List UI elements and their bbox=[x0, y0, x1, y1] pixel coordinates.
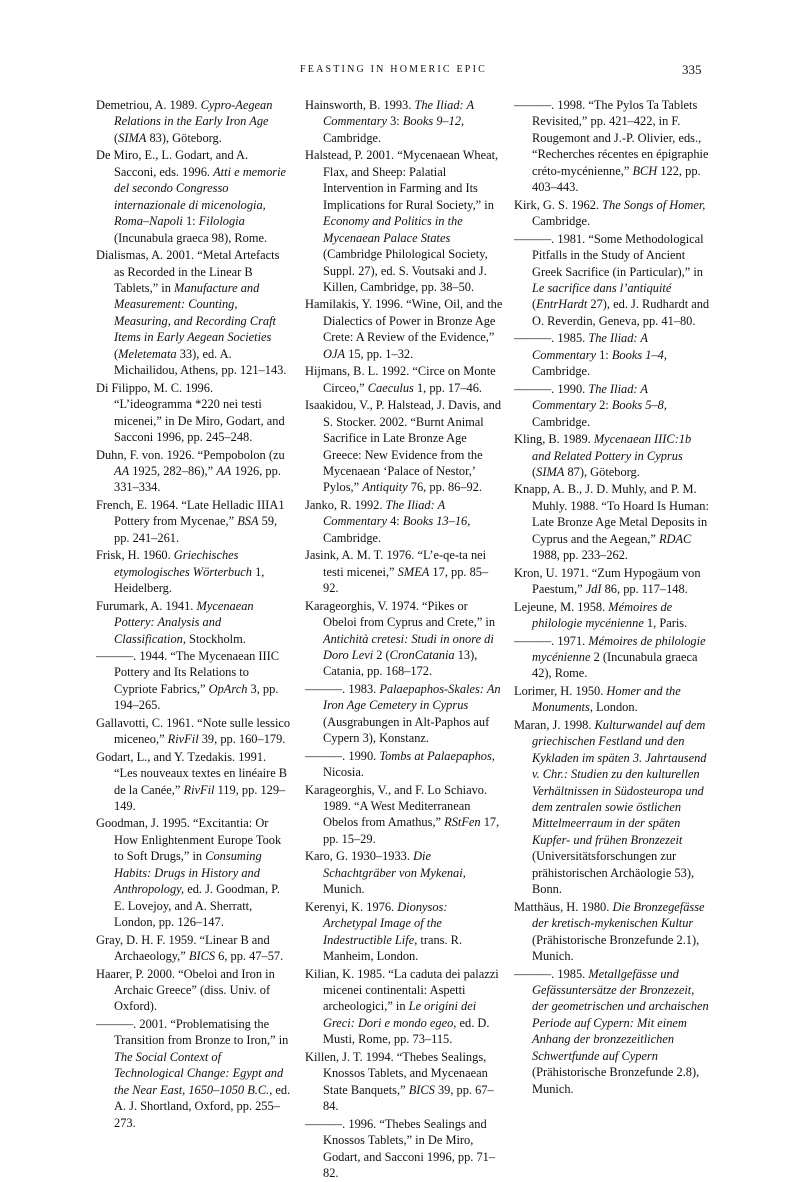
entry-text: Lejeune, M. 1958. bbox=[514, 599, 609, 614]
entry-title-italic: OJA bbox=[323, 346, 346, 361]
bibliography-entry bbox=[305, 598, 503, 680]
entry-text: Hamilakis, Y. 1996. “Wine, Oil, and the Dialectics of Power in Bronze Age Crete: A Review of the Evidence,” bbox=[305, 297, 503, 345]
entry-text: ———. 1944. “The Mycenaean IIIC Pottery and Its Relations to Cypriote Fabrics,” bbox=[96, 648, 280, 696]
entry-title-italic: Palaepaphos-Skales: An Iron Age Cemetery in Cyprus bbox=[323, 681, 501, 713]
entry-text: Halstead, P. 2001. “Mycenaean Wheat, Flax, and Sheep: Palatial Intervention in Farming and Its Implications for Rural Society,” in bbox=[305, 148, 499, 212]
bibliography-entry bbox=[96, 497, 292, 546]
entry-title-italic: Manufacture and Measurement: Counting, Measuring, and Recording Craft Items in Early Aegean Societies bbox=[114, 280, 276, 345]
entry-text: Kling, B. 1989. bbox=[514, 432, 594, 447]
entry-title-italic: OpArch bbox=[208, 681, 248, 696]
entry-title-italic: Books 9–12, bbox=[402, 114, 465, 129]
entry-title-italic: RStFen bbox=[444, 815, 481, 830]
entry-text: 119, pp. 129–149. bbox=[114, 782, 286, 814]
entry-text: (Prähistorische Bronzefunde 2.8), Munich. bbox=[532, 1065, 700, 1096]
entry-text: Demetriou, A. 1989. bbox=[96, 98, 201, 112]
bibliography-entry bbox=[514, 381, 712, 430]
entry-title-italic: Books 13–16, bbox=[402, 514, 471, 529]
entry-title-italic: AA bbox=[114, 463, 130, 478]
entry-text: ( bbox=[532, 297, 537, 312]
bibliography-entry bbox=[305, 1049, 503, 1115]
entry-text: 1: bbox=[182, 214, 199, 229]
entry-text: 2: bbox=[596, 398, 612, 413]
entry-text: 2 ( bbox=[373, 647, 390, 662]
entry-text: ———. 1998. “The Pylos Ta Tablets Revisited,” pp. 421–422, in F. Rougemont and J.-P. Olivier, eds., “Recherches récentes en épigraphie créto-mycénienne,” bbox=[514, 98, 709, 178]
bibliography-entry bbox=[305, 966, 503, 1048]
entry-title-italic: Antichità cretesi: Studi in onore di Doro Levi bbox=[323, 631, 494, 662]
entry-text: 122, pp. 403–443. bbox=[532, 163, 701, 195]
entry-text: 3: bbox=[387, 114, 403, 129]
entry-text: Goodman, J. 1995. “Excitantia: Or How Enlightenment Europe Took to Soft Drugs,” in bbox=[96, 816, 282, 864]
bibliography-entry bbox=[96, 97, 292, 146]
entry-text: Duhn, F. von. 1926. “Pempobolon (zu bbox=[96, 447, 285, 462]
entry-text: Killen, J. T. 1994. “Thebes Sealings, Knossos Tablets, and Mycenaean State Banquets,” bbox=[305, 1049, 488, 1097]
entry-title-italic: Dionysos: Archetypal Image of the Indestructible Life, bbox=[323, 899, 448, 947]
bibliography-entry bbox=[96, 380, 292, 446]
entry-text: Di Filippo, M. C. 1996. “L’ideogramma *220 nei testi micenei,” in De Miro, Godart, and Sacconi 1996, pp. 245–248. bbox=[96, 380, 285, 445]
entry-title-italic: The Social Context of Technological Change: Egypt and the Near East, 1650–1050 B.C., bbox=[114, 1049, 284, 1097]
entry-text: Jasink, A. M. T. 1976. “L’e-qe-ta nei testi micenei,” bbox=[305, 548, 487, 579]
entry-title-italic: BCH bbox=[632, 163, 658, 178]
bibliography-entry bbox=[514, 197, 712, 230]
entry-text: (Ausgrabungen in Alt-Paphos auf Cypern 3), Konstanz. bbox=[323, 714, 490, 746]
entry-text: Kirk, G. S. 1962. bbox=[514, 197, 603, 212]
entry-text: Haarer, P. 2000. “Obeloi and Iron in Archaic Greece” (diss. Univ. of Oxford). bbox=[96, 966, 275, 1014]
entry-text: Stockholm. bbox=[185, 631, 246, 646]
bibliography-entry bbox=[305, 397, 503, 496]
bibliography-entry bbox=[96, 247, 292, 379]
entry-title-italic: JdI bbox=[585, 582, 602, 597]
entry-text: ———. 1983. bbox=[305, 681, 380, 696]
entry-text: ———. 1985. bbox=[514, 966, 589, 981]
bibliography-entry bbox=[514, 599, 712, 632]
entry-title-italic: The Songs of Homer, bbox=[602, 197, 706, 212]
entry-text: Munich. bbox=[323, 882, 365, 897]
entry-text: 15, pp. 1–32. bbox=[345, 346, 414, 361]
entry-text: 4: bbox=[387, 514, 403, 529]
entry-title-italic: Metallgefässe und Gefässuntersätze der Bronzezeit, der geometrischen und archaischen Periode auf Cypern: Mit einem Anhang der bronzezeitlichen Schwertfunde auf Cypern bbox=[532, 966, 709, 1063]
entry-text: (Universitätsforschungen zur prähistorischen Archäologie 53), Bonn. bbox=[532, 849, 695, 897]
bibliography-entry bbox=[514, 717, 712, 898]
entry-title-italic: Antiquity bbox=[362, 480, 408, 495]
bibliography-entry bbox=[305, 547, 503, 596]
entry-text: 17, pp. 15–29. bbox=[323, 815, 500, 846]
entry-text: 86, pp. 117–148. bbox=[601, 582, 688, 597]
entry-text: 1, Paris. bbox=[643, 616, 688, 631]
entry-title-italic: BSA bbox=[237, 514, 259, 529]
entry-text: Nicosia. bbox=[323, 765, 364, 780]
entry-text: Frisk, H. 1960. bbox=[96, 548, 174, 563]
bibliography-entry bbox=[96, 966, 292, 1015]
bibliography-entry bbox=[305, 147, 503, 295]
entry-title-italic: EntrHardt bbox=[536, 297, 588, 312]
entry-text: Cambridge. bbox=[532, 214, 591, 229]
bibliography-entry bbox=[305, 296, 503, 362]
entry-text: Hijmans, B. L. 1992. “Circe on Monte Circeo,” bbox=[305, 364, 496, 395]
entry-text: Cambridge. bbox=[323, 530, 382, 545]
bibliography-entry bbox=[96, 447, 292, 496]
entry-text: 1, pp. 17–46. bbox=[413, 380, 483, 395]
entry-text: London. bbox=[592, 700, 638, 715]
entry-title-italic: Mémoires de philologie mycénienne bbox=[532, 599, 673, 631]
bibliography-entry bbox=[514, 481, 712, 563]
entry-text: 1925, 282–86),” bbox=[129, 463, 217, 478]
entry-title-italic: Griechisches etymologisches Wörterbuch bbox=[114, 548, 252, 579]
entry-text: Godart, L., and Y. Tzedakis. 1991. “Les nouveaux textes en linéaire B de la Canée,” bbox=[96, 749, 288, 797]
bibliography-entry bbox=[514, 683, 712, 716]
entry-text: ———. 1990. bbox=[305, 748, 380, 763]
entry-text: French, E. 1964. “Late Helladic IIIA1 Pottery from Mycenae,” bbox=[96, 497, 285, 529]
entry-title-italic: CronCatania bbox=[389, 647, 455, 662]
entry-text: ( bbox=[532, 464, 537, 479]
entry-text: Isaakidou, V., P. Halstead, J. Davis, and S. Stocker. 2002. “Burnt Animal Sacrifice in Late Bronze Age Greece: New Evidence from the Mycenaean ‘Palace of Nestor,’ Pylos,” bbox=[305, 398, 502, 495]
bibliography-entry bbox=[514, 431, 712, 480]
entry-text: ———. 1971. bbox=[514, 633, 589, 648]
entry-text: ———. 1996. “Thebes Sealings and Knossos Tablets,” in De Miro, Godart, and Sacconi 1996, pp. 71–82. bbox=[305, 1116, 496, 1180]
bibliography-entry bbox=[514, 899, 712, 965]
bibliography-column-3 bbox=[514, 97, 712, 1098]
bibliography-entry bbox=[96, 715, 292, 748]
entry-text: 1, Heidelberg. bbox=[114, 564, 265, 596]
bibliography-entry bbox=[305, 782, 503, 848]
entry-text: ed. D. Musti, Rome, pp. 73–115. bbox=[323, 1015, 490, 1047]
entry-title-italic: Le origini dei Greci: Dori e mondo egeo, bbox=[323, 999, 477, 1030]
bibliography-entry bbox=[96, 749, 292, 815]
running-head: FEASTING IN HOMERIC EPIC bbox=[300, 64, 487, 75]
entry-title-italic: The Iliad: A Commentary bbox=[532, 381, 648, 413]
entry-title-italic: SMEA bbox=[397, 564, 430, 579]
entry-title-italic: RivFil bbox=[183, 782, 215, 797]
entry-text: Furumark, A. 1941. bbox=[96, 598, 197, 613]
entry-title-italic: Mycenaean Pottery: Analysis and Classification, bbox=[114, 598, 254, 646]
entry-text: 59, pp. 241–261. bbox=[114, 514, 278, 545]
entry-title-italic: Filologia bbox=[198, 214, 245, 229]
entry-title-italic: Die Bronzegefässe der kretisch-mykenischen Kultur bbox=[532, 899, 705, 931]
entry-text: ———. 1985. bbox=[514, 331, 589, 346]
bibliography-entry bbox=[305, 899, 503, 965]
entry-text: (Cambridge Philological Society, Suppl. 27), ed. S. Voutsaki and J. Killen, Cambridge, pp. 38–50. bbox=[323, 247, 488, 294]
entry-title-italic: Die Schachtgräber von Mykenai, bbox=[323, 849, 466, 880]
entry-title-italic: Meletemata bbox=[118, 346, 177, 361]
entry-title-italic: RDAC bbox=[658, 531, 692, 546]
entry-title-italic: SIMA bbox=[536, 464, 565, 479]
bibliography-entry bbox=[305, 97, 503, 146]
entry-text: Karo, G. 1930–1933. bbox=[305, 849, 414, 864]
entry-text: ( bbox=[114, 130, 119, 145]
entry-text: 27), ed. J. Rudhardt and O. Reverdin, Geneva, pp. 41–80. bbox=[532, 297, 710, 328]
entry-title-italic: The Iliad: A Commentary bbox=[323, 497, 445, 529]
entry-text: trans. R. Manheim, London. bbox=[323, 932, 463, 964]
entry-title-italic: Atti e memorie del secondo Congresso internazionale di micenologia, Roma–Napoli bbox=[114, 164, 287, 229]
bibliography-entry bbox=[514, 633, 712, 682]
bibliography-entry bbox=[96, 1016, 292, 1131]
entry-text: 1988, pp. 233–262. bbox=[532, 548, 629, 563]
entry-text: 3, pp. 194–265. bbox=[114, 681, 279, 713]
entry-title-italic: Cypro-Aegean Relations in the Early Iron Age bbox=[114, 98, 273, 129]
entry-text: Cambridge. bbox=[532, 364, 591, 379]
entry-text: Maran, J. 1998. bbox=[514, 717, 595, 732]
bibliography-entry bbox=[96, 598, 292, 647]
entry-title-italic: The Iliad: A Commentary bbox=[323, 98, 474, 129]
entry-title-italic: SIMA bbox=[118, 130, 147, 145]
entry-text: 13), Catania, pp. 168–172. bbox=[323, 647, 478, 679]
entry-text: 39, pp. 67–84. bbox=[323, 1082, 494, 1114]
entry-text: 17, pp. 85–92. bbox=[323, 564, 489, 596]
entry-text: 39, pp. 160–179. bbox=[198, 732, 286, 747]
entry-text: ———. 1981. “Some Methodological Pitfalls in the Study of Ancient Greek Sacrifice (in Particular),” in bbox=[514, 231, 704, 279]
entry-text: Cambridge. bbox=[532, 414, 591, 429]
entry-text: Lorimer, H. 1950. bbox=[514, 683, 607, 698]
bibliography-column-1 bbox=[96, 97, 292, 1132]
entry-text: Karageorghis, V. 1974. “Pikes or Obeloi from Cyprus and Crete,” in bbox=[305, 598, 496, 630]
bibliography-entry bbox=[305, 497, 503, 546]
entry-text: 83), Göteborg. bbox=[146, 130, 222, 145]
entry-text: Kilian, K. 1985. “La caduta dei palazzi micenei continentali: Aspetti archeologici,” in bbox=[305, 966, 499, 1014]
bibliography-entry bbox=[305, 748, 503, 781]
entry-title-italic: Tombs at Palaepaphos, bbox=[379, 748, 495, 763]
entry-title-italic: Kulturwandel auf dem griechischen Festland und den Kykladen im späten 3. Jahrtausend v. Chr.: Studien zu den kulturellen Verhältnissen in Südosteuropa und dem zentralen sowie östlichen Mittelmeerraum in der späten Kupfer- und frühen Bronzezeit bbox=[532, 717, 707, 847]
entry-text: 6, pp. 47–57. bbox=[215, 949, 284, 964]
entry-title-italic: Mycenaean IIIC:1b and Related Pottery in Cyprus bbox=[532, 432, 692, 463]
entry-text: ———. 2001. “Problematising the Transition from Bronze to Iron,” in bbox=[96, 1016, 289, 1048]
entry-title-italic: Economy and Politics in the Mycenaean Palace States bbox=[323, 214, 463, 245]
entry-title-italic: BICS bbox=[408, 1082, 435, 1097]
bibliography-entry bbox=[514, 966, 712, 1098]
entry-text: 1926, pp. 331–334. bbox=[114, 463, 281, 495]
entry-text: Karageorghis, V., and F. Lo Schiavo. 1989. “A West Mediterranean Obelos from Amathus,” bbox=[305, 782, 488, 830]
entry-text: ( bbox=[114, 346, 119, 361]
bibliography-entry bbox=[96, 547, 292, 596]
entry-title-italic: Mémoires de philologie mycénienne bbox=[532, 633, 706, 664]
entry-title-italic: BICS bbox=[188, 949, 216, 964]
entry-text: Gallavotti, C. 1961. “Note sulle lessico miceneo,” bbox=[96, 715, 291, 747]
entry-text: Hainsworth, B. 1993. bbox=[305, 98, 415, 112]
bibliography-entry bbox=[514, 565, 712, 598]
bibliography-entry bbox=[305, 681, 503, 747]
entry-text: 33), ed. A. Michailidou, Athens, pp. 121–143. bbox=[114, 346, 287, 378]
entry-title-italic: Caeculus bbox=[367, 380, 414, 395]
entry-title-italic: Le sacrifice dans l’antiquité bbox=[532, 280, 672, 295]
entry-text: 87), Göteborg. bbox=[564, 464, 640, 479]
entry-title-italic: AA bbox=[216, 463, 232, 478]
entry-text: 2 (Incunabula graeca 42), Rome. bbox=[532, 649, 698, 681]
bibliography-entry bbox=[305, 363, 503, 396]
entry-text: 1: bbox=[596, 347, 612, 362]
bibliography-entry bbox=[96, 147, 292, 246]
entry-title-italic: Consuming Habits: Drugs in History and Anthropology, bbox=[114, 849, 262, 897]
bibliography-entry bbox=[514, 97, 712, 196]
entry-text: Kerenyi, K. 1976. bbox=[305, 899, 398, 914]
bibliography-entry bbox=[514, 231, 712, 330]
entry-text: Matthäus, H. 1980. bbox=[514, 899, 613, 914]
bibliography-entry bbox=[96, 932, 292, 965]
bibliography-entry bbox=[96, 815, 292, 930]
entry-text: Gray, D. H. F. 1959. “Linear B and Archaeology,” bbox=[96, 932, 270, 964]
entry-title-italic: The Iliad: A Commentary bbox=[532, 331, 648, 362]
entry-text: (Incunabula graeca 98), Rome. bbox=[114, 230, 268, 245]
entry-title-italic: Books 5–8, bbox=[611, 398, 667, 413]
entry-text: Dialismas, A. 2001. “Metal Artefacts as Recorded in the Linear B Tablets,” in bbox=[96, 248, 280, 295]
entry-text: Cambridge. bbox=[323, 130, 382, 145]
entry-text: ———. 1990. bbox=[514, 381, 589, 396]
bibliography-entry bbox=[305, 848, 503, 897]
entry-text: Kron, U. 1971. “Zum Hypogäum von Paestum,” bbox=[514, 565, 701, 597]
entry-text: 76, pp. 86–92. bbox=[407, 480, 483, 495]
page-number: 335 bbox=[682, 62, 702, 77]
entry-title-italic: RivFil bbox=[167, 732, 199, 747]
entry-text: (Prähistorische Bronzefunde 2.1), Munich. bbox=[532, 932, 700, 964]
bibliography-entry bbox=[514, 330, 712, 379]
bibliography-entry bbox=[96, 648, 292, 714]
entry-text: ed. A. J. Shortland, Oxford, pp. 255–273. bbox=[114, 1082, 291, 1130]
entry-text: De Miro, E., L. Godart, and A. Sacconi, eds. 1996. bbox=[96, 148, 249, 179]
entry-title-italic: Homer and the Monuments, bbox=[532, 683, 681, 715]
entry-title-italic: Books 1–4, bbox=[611, 347, 667, 362]
bibliography-entry bbox=[305, 1116, 503, 1182]
entry-text: Knapp, A. B., J. D. Muhly, and P. M. Muhly. 1988. “To Hoard Is Human: Late Bronze Age Metal Deposits in Cyprus and the Aegean,” bbox=[514, 482, 709, 546]
bibliography-column-2 bbox=[305, 97, 503, 1182]
entry-text: ed. J. Goodman, P. E. Lovejoy, and A. Sherratt, London, pp. 126–147. bbox=[114, 882, 280, 930]
entry-text: Janko, R. 1992. bbox=[305, 497, 386, 512]
